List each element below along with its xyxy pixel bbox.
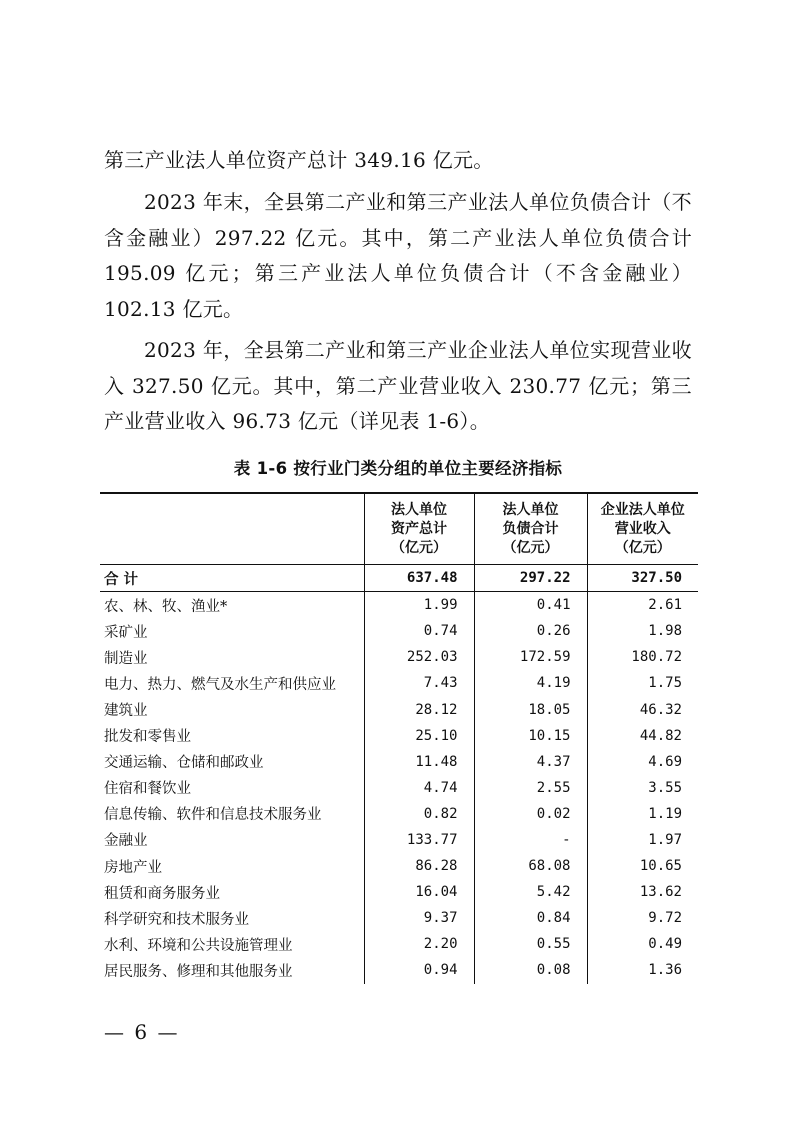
header-text: 资产总计 <box>391 520 447 537</box>
row-liabilities: - <box>474 827 587 853</box>
header-text: （亿元） <box>614 539 671 556</box>
row-assets: 25.10 <box>364 723 474 749</box>
row-assets: 133.77 <box>364 827 474 853</box>
row-name: 住宿和餐饮业 <box>104 781 191 798</box>
table-caption: 表 1-6 按行业门类分组的单位主要经济指标 <box>233 459 563 478</box>
table-row <box>100 931 698 957</box>
header-industry-blank <box>100 493 364 565</box>
table-row <box>100 618 698 644</box>
row-liabilities: 4.37 <box>474 749 587 775</box>
row-assets: 0.74 <box>364 618 474 644</box>
table-row <box>100 957 698 983</box>
row-revenue: 1.19 <box>587 801 698 827</box>
row-name: 交通运输、仓储和邮政业 <box>104 755 264 772</box>
paragraph-revenue: 2023 年，全县第二产业和第三产业企业法人单位实现营业收入 327.50 亿元。其中，第二产业营业收入 230.77 亿元；第三产业营业收入 96.73 亿元（详见表 1-6）。 <box>104 338 692 433</box>
table-row <box>100 592 698 619</box>
table-row <box>100 749 698 775</box>
paragraph-assets-tertiary: 第三产业法人单位资产总计 349.16 亿元。 <box>104 148 494 172</box>
header-revenue <box>587 493 698 565</box>
row-liabilities: 5.42 <box>474 879 587 905</box>
row-revenue: 13.62 <box>587 879 698 905</box>
row-name: 农、林、牧、渔业* <box>104 598 228 615</box>
table-row <box>100 879 698 905</box>
row-liabilities: 0.02 <box>474 801 587 827</box>
row-liabilities: 68.08 <box>474 853 587 879</box>
row-assets: 1.99 <box>364 592 474 619</box>
row-liabilities: 0.08 <box>474 957 587 983</box>
row-revenue: 2.61 <box>587 592 698 619</box>
row-assets: 2.20 <box>364 931 474 957</box>
table-row <box>100 775 698 801</box>
row-name: 科学研究和技术服务业 <box>104 911 249 928</box>
table-row <box>100 644 698 670</box>
row-name: 水利、环境和公共设施管理业 <box>104 937 293 954</box>
row-assets: 637.48 <box>364 565 474 592</box>
row-name: 合 计 <box>100 565 364 592</box>
header-text: （亿元） <box>502 539 559 556</box>
header-text: 企业法人单位 <box>600 501 685 518</box>
table-row-total <box>100 565 698 592</box>
row-revenue: 1.36 <box>587 957 698 983</box>
row-revenue: 10.65 <box>587 853 698 879</box>
header-assets <box>364 493 474 565</box>
table-row <box>100 670 698 696</box>
row-name: 租赁和商务服务业 <box>104 885 220 902</box>
row-assets: 7.43 <box>364 670 474 696</box>
header-text: 法人单位 <box>391 501 447 518</box>
paragraph-liabilities: 2023 年末，全县第二产业和第三产业法人单位负债合计（不含金融业）297.22 亿元。其中，第二产业法人单位负债合计 195.09 亿元；第三产业法人单位负债合计（不含金融业）102.13 亿元。 <box>104 190 692 321</box>
row-revenue: 0.49 <box>587 931 698 957</box>
header-liabilities <box>474 493 587 565</box>
table-row <box>100 696 698 722</box>
row-revenue: 1.97 <box>587 827 698 853</box>
row-assets: 86.28 <box>364 853 474 879</box>
row-assets: 0.94 <box>364 957 474 983</box>
row-name: 建筑业 <box>104 703 148 720</box>
row-revenue: 180.72 <box>587 644 698 670</box>
row-liabilities: 297.22 <box>474 565 587 592</box>
row-liabilities: 4.19 <box>474 670 587 696</box>
row-name: 制造业 <box>104 650 148 667</box>
row-liabilities: 10.15 <box>474 723 587 749</box>
row-name: 居民服务、修理和其他服务业 <box>104 963 293 980</box>
row-name: 房地产业 <box>104 859 162 876</box>
row-revenue: 9.72 <box>587 905 698 931</box>
row-liabilities: 2.55 <box>474 775 587 801</box>
table-row <box>100 905 698 931</box>
row-revenue: 327.50 <box>587 565 698 592</box>
row-assets: 252.03 <box>364 644 474 670</box>
row-name: 批发和零售业 <box>104 729 191 746</box>
row-name: 信息传输、软件和信息技术服务业 <box>104 807 322 824</box>
row-revenue: 1.98 <box>587 618 698 644</box>
row-assets: 16.04 <box>364 879 474 905</box>
row-revenue: 46.32 <box>587 696 698 722</box>
table-row <box>100 853 698 879</box>
table-row <box>100 801 698 827</box>
row-assets: 0.82 <box>364 801 474 827</box>
row-name: 电力、热力、燃气及水生产和供应业 <box>104 676 336 693</box>
page-number: — 6 — <box>104 1020 180 1044</box>
row-revenue: 4.69 <box>587 749 698 775</box>
row-assets: 28.12 <box>364 696 474 722</box>
row-revenue: 3.55 <box>587 775 698 801</box>
row-assets: 4.74 <box>364 775 474 801</box>
row-liabilities: 172.59 <box>474 644 587 670</box>
row-liabilities: 0.41 <box>474 592 587 619</box>
header-text: 营业收入 <box>614 520 671 537</box>
row-revenue: 44.82 <box>587 723 698 749</box>
table-row <box>100 827 698 853</box>
header-text: （亿元） <box>391 539 447 556</box>
table-row <box>100 723 698 749</box>
row-assets: 9.37 <box>364 905 474 931</box>
row-liabilities: 18.05 <box>474 696 587 722</box>
row-revenue: 1.75 <box>587 670 698 696</box>
header-text: 法人单位 <box>502 501 559 518</box>
row-name: 金融业 <box>104 833 148 850</box>
row-name: 采矿业 <box>104 624 148 641</box>
header-text: 负债合计 <box>502 520 559 537</box>
row-liabilities: 0.26 <box>474 618 587 644</box>
row-liabilities: 0.84 <box>474 905 587 931</box>
indicator-table <box>100 492 698 984</box>
row-liabilities: 0.55 <box>474 931 587 957</box>
row-assets: 11.48 <box>364 749 474 775</box>
table-header-row <box>100 493 698 565</box>
